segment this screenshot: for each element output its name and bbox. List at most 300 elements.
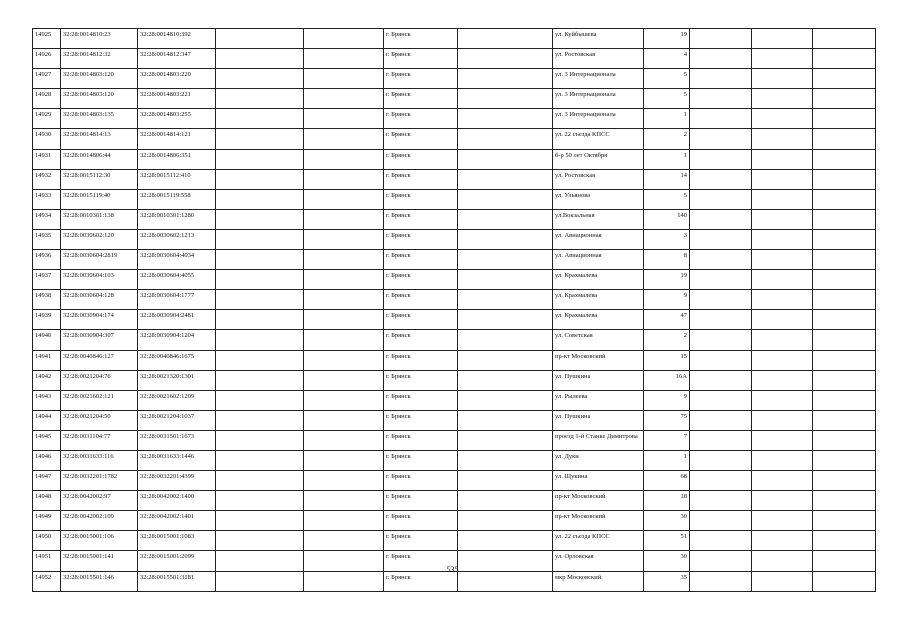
cell-cadastral-number-land: 32:28:0040846:127: [61, 350, 138, 370]
cell-street: б-р 50 лет Октября: [553, 149, 644, 169]
cell-row-number: 14941: [33, 350, 61, 370]
table-row: [33, 149, 876, 169]
cell-empty: [752, 430, 813, 450]
cell-empty: [304, 149, 384, 169]
cell-empty: [752, 209, 813, 229]
cell-row-number: 14925: [33, 29, 61, 49]
cell-empty: [813, 370, 876, 390]
cell-house-number: 9: [644, 290, 690, 310]
cell-empty: [216, 330, 304, 350]
cell-city: г. Брянск: [384, 290, 458, 310]
cell-city: г. Брянск: [384, 551, 458, 571]
cell-house-number: 35: [644, 571, 690, 591]
cell-cadastral-number-building: 32:28:0030604:4055: [138, 270, 216, 290]
cell-empty: [216, 209, 304, 229]
cell-empty: [216, 471, 304, 491]
cell-empty: [690, 531, 752, 551]
cell-street: ул. Ростовская: [553, 169, 644, 189]
cell-empty: [752, 29, 813, 49]
cell-empty: [304, 189, 384, 209]
table-row: [33, 390, 876, 410]
cell-street: ул. 3 Интернационала: [553, 89, 644, 109]
cell-cadastral-number-building: 32:28:0014803:255: [138, 109, 216, 129]
cell-street: ул. Куйбышева: [553, 29, 644, 49]
cell-row-number: 14940: [33, 330, 61, 350]
cell-empty: [813, 250, 876, 270]
cell-cadastral-number-building: 32:28:0014814:121: [138, 129, 216, 149]
cell-empty: [690, 270, 752, 290]
table-row: [33, 69, 876, 89]
cell-street: ул. Ростовская: [553, 49, 644, 69]
table-row: [33, 571, 876, 591]
table-row: [33, 169, 876, 189]
cell-empty: [813, 310, 876, 330]
cell-house-number: 47: [644, 310, 690, 330]
cell-city: г. Брянск: [384, 370, 458, 390]
cell-empty: [690, 491, 752, 511]
cell-empty: [216, 69, 304, 89]
cell-city: г. Брянск: [384, 270, 458, 290]
cell-cadastral-number-land: 32:28:0021602:121: [61, 390, 138, 410]
cell-empty: [690, 229, 752, 249]
cell-empty: [813, 531, 876, 551]
cell-city: г. Брянск: [384, 169, 458, 189]
cell-empty: [304, 370, 384, 390]
cell-empty: [216, 129, 304, 149]
table-row: [33, 29, 876, 49]
cell-empty: [813, 491, 876, 511]
cell-empty: [216, 511, 304, 531]
cell-house-number: 9: [644, 390, 690, 410]
cell-house-number: 2: [644, 129, 690, 149]
cell-empty: [752, 310, 813, 330]
cell-street: ул.Вокзальная: [553, 209, 644, 229]
cell-empty: [752, 571, 813, 591]
cell-empty: [458, 471, 553, 491]
cell-cadastral-number-building: 32:28:0014806:351: [138, 149, 216, 169]
cell-empty: [304, 290, 384, 310]
cell-empty: [813, 450, 876, 470]
cell-cadastral-number-building: 32:28:0031501:1673: [138, 430, 216, 450]
cell-city: г. Брянск: [384, 450, 458, 470]
cell-empty: [813, 189, 876, 209]
table-row: [33, 531, 876, 551]
cell-empty: [458, 189, 553, 209]
cell-city: г. Брянск: [384, 149, 458, 169]
cell-street: ул. Крахмалева: [553, 270, 644, 290]
cell-empty: [458, 149, 553, 169]
cell-empty: [752, 491, 813, 511]
cell-city: г. Брянск: [384, 430, 458, 450]
cell-cadastral-number-land: 32:28:0042002:97: [61, 491, 138, 511]
cell-empty: [690, 410, 752, 430]
cell-empty: [304, 89, 384, 109]
cell-cadastral-number-building: 32:28:0015501:3181: [138, 571, 216, 591]
cell-empty: [304, 471, 384, 491]
cell-cadastral-number-building: 32:28:0021204:1037: [138, 410, 216, 430]
cell-empty: [690, 209, 752, 229]
cell-empty: [458, 450, 553, 470]
cell-cadastral-number-building: 32:28:0014803:220: [138, 69, 216, 89]
table-row: [33, 229, 876, 249]
cell-city: г. Брянск: [384, 330, 458, 350]
table-row: [33, 330, 876, 350]
cell-empty: [216, 270, 304, 290]
cell-row-number: 14927: [33, 69, 61, 89]
cell-street: мкр Московский: [553, 571, 644, 591]
cell-empty: [752, 471, 813, 491]
cell-empty: [690, 129, 752, 149]
cell-empty: [813, 209, 876, 229]
cell-house-number: 15: [644, 350, 690, 370]
cell-cadastral-number-building: 32:28:0014812:347: [138, 49, 216, 69]
cell-empty: [752, 450, 813, 470]
cell-row-number: 14947: [33, 471, 61, 491]
cell-empty: [813, 290, 876, 310]
cell-empty: [458, 229, 553, 249]
cell-empty: [216, 390, 304, 410]
cell-row-number: 14935: [33, 229, 61, 249]
table-row: [33, 410, 876, 430]
cell-empty: [458, 89, 553, 109]
cell-empty: [690, 69, 752, 89]
table-row: [33, 310, 876, 330]
cell-city: г. Брянск: [384, 310, 458, 330]
cell-cadastral-number-land: 32:28:0031104:77: [61, 430, 138, 450]
cell-empty: [752, 89, 813, 109]
cell-empty: [216, 310, 304, 330]
cell-empty: [458, 290, 553, 310]
cell-empty: [304, 129, 384, 149]
cell-street: пр-кт Московский: [553, 350, 644, 370]
cell-empty: [216, 531, 304, 551]
cell-cadastral-number-building: 32:28:0010301:1280: [138, 209, 216, 229]
cell-row-number: 14936: [33, 250, 61, 270]
cell-empty: [216, 450, 304, 470]
cell-cadastral-number-land: 32:28:0042002:109: [61, 511, 138, 531]
cell-cadastral-number-land: 32:28:0030604:128: [61, 290, 138, 310]
cell-city: г. Брянск: [384, 571, 458, 591]
cell-empty: [690, 571, 752, 591]
table-row: [33, 430, 876, 450]
cell-cadastral-number-building: 32:28:0030602:1213: [138, 229, 216, 249]
cell-city: г. Брянск: [384, 471, 458, 491]
cell-house-number: 5: [644, 89, 690, 109]
cell-empty: [752, 189, 813, 209]
cell-cadastral-number-land: 32:28:0010301:138: [61, 209, 138, 229]
cell-row-number: 14946: [33, 450, 61, 470]
cell-city: г. Брянск: [384, 29, 458, 49]
cell-street: ул. Авиационная: [553, 229, 644, 249]
cell-cadastral-number-land: 32:28:0030604:2819: [61, 250, 138, 270]
cell-city: г. Брянск: [384, 491, 458, 511]
cell-empty: [690, 390, 752, 410]
cell-empty: [304, 229, 384, 249]
cell-street: ул. 3 Интернационала: [553, 109, 644, 129]
table-row: [33, 471, 876, 491]
cell-cadastral-number-land: 32:28:0014810:23: [61, 29, 138, 49]
cell-house-number: 140: [644, 209, 690, 229]
cell-street: ул. Пушкина: [553, 370, 644, 390]
cell-empty: [752, 229, 813, 249]
cell-empty: [216, 49, 304, 69]
cell-empty: [458, 69, 553, 89]
cell-empty: [813, 390, 876, 410]
cell-empty: [813, 129, 876, 149]
cell-empty: [813, 330, 876, 350]
cell-cadastral-number-land: 32:28:0021204:76: [61, 370, 138, 390]
cell-city: г. Брянск: [384, 69, 458, 89]
cell-empty: [304, 330, 384, 350]
table-row: [33, 129, 876, 149]
cell-empty: [216, 229, 304, 249]
cell-street: пр-кт Московский: [553, 491, 644, 511]
cell-house-number: 1: [644, 450, 690, 470]
cell-city: г. Брянск: [384, 89, 458, 109]
cell-row-number: 14945: [33, 430, 61, 450]
cell-street: пр-кт Московский: [553, 511, 644, 531]
cell-empty: [304, 390, 384, 410]
cell-cadastral-number-building: 32:28:0030604:4034: [138, 250, 216, 270]
cell-row-number: 14944: [33, 410, 61, 430]
cell-cadastral-number-land: 32:28:0030604:103: [61, 270, 138, 290]
table-row: [33, 491, 876, 511]
cell-empty: [216, 29, 304, 49]
cell-cadastral-number-building: 32:28:0021602:1209: [138, 390, 216, 410]
cell-empty: [304, 29, 384, 49]
cell-empty: [752, 290, 813, 310]
cell-empty: [216, 430, 304, 450]
cell-empty: [752, 330, 813, 350]
cell-city: г. Брянск: [384, 109, 458, 129]
cell-empty: [690, 471, 752, 491]
cell-row-number: 14952: [33, 571, 61, 591]
cell-house-number: 3: [644, 229, 690, 249]
cell-cadastral-number-land: 32:28:0030904:174: [61, 310, 138, 330]
cell-row-number: 14938: [33, 290, 61, 310]
cell-empty: [458, 109, 553, 129]
table-row: [33, 370, 876, 390]
cell-empty: [752, 410, 813, 430]
cell-empty: [690, 330, 752, 350]
table-row: [33, 49, 876, 69]
cell-house-number: 19: [644, 270, 690, 290]
cell-empty: [813, 149, 876, 169]
cell-cadastral-number-building: 32:28:0030904:2481: [138, 310, 216, 330]
cell-empty: [458, 370, 553, 390]
table-row: [33, 290, 876, 310]
cell-street: ул. Пушкина: [553, 410, 644, 430]
cell-house-number: 30: [644, 551, 690, 571]
cell-cadastral-number-land: 32:28:0032201:1782: [61, 471, 138, 491]
cell-cadastral-number-land: 32:28:0015001:106: [61, 531, 138, 551]
cell-empty: [216, 491, 304, 511]
cell-street: ул. Авиационная: [553, 250, 644, 270]
cell-row-number: 14942: [33, 370, 61, 390]
cell-empty: [690, 109, 752, 129]
cell-empty: [813, 471, 876, 491]
cell-empty: [458, 571, 553, 591]
cell-city: г. Брянск: [384, 390, 458, 410]
cell-empty: [690, 29, 752, 49]
cell-empty: [216, 109, 304, 129]
cell-cadastral-number-land: 32:28:0021204:50: [61, 410, 138, 430]
cell-empty: [458, 390, 553, 410]
cell-house-number: 1: [644, 109, 690, 129]
table-row: [33, 109, 876, 129]
cell-cadastral-number-building: 32:28:0021320:1301: [138, 370, 216, 390]
cell-empty: [458, 49, 553, 69]
cell-cadastral-number-building: 32:28:0014810:392: [138, 29, 216, 49]
cell-city: г. Брянск: [384, 49, 458, 69]
cell-house-number: 1: [644, 149, 690, 169]
cell-empty: [752, 49, 813, 69]
table-row: [33, 350, 876, 370]
cell-empty: [813, 571, 876, 591]
cell-empty: [216, 169, 304, 189]
cell-house-number: 2: [644, 330, 690, 350]
cell-street: ул. 22 съезда КПСС: [553, 129, 644, 149]
cell-street: ул. Рылеева: [553, 390, 644, 410]
cell-empty: [216, 149, 304, 169]
cell-empty: [752, 531, 813, 551]
cell-empty: [690, 290, 752, 310]
cell-street: ул. Дуки: [553, 450, 644, 470]
cell-empty: [690, 49, 752, 69]
page-number: 535: [446, 565, 459, 574]
cell-empty: [813, 69, 876, 89]
cell-empty: [216, 250, 304, 270]
cell-street: ул. Советская: [553, 330, 644, 350]
cell-house-number: 30: [644, 511, 690, 531]
register-table: [32, 28, 876, 592]
cell-empty: [813, 89, 876, 109]
cell-cadastral-number-building: 32:28:0030904:1204: [138, 330, 216, 350]
cell-empty: [690, 430, 752, 450]
cell-empty: [304, 410, 384, 430]
cell-empty: [458, 350, 553, 370]
cell-cadastral-number-land: 32:28:0015001:141: [61, 551, 138, 571]
cell-empty: [813, 511, 876, 531]
table-row: [33, 270, 876, 290]
cell-city: г. Брянск: [384, 410, 458, 430]
cell-street: проезд 1-й Станке Димитрова: [553, 430, 644, 450]
cell-street: ул. Ульянова: [553, 189, 644, 209]
cell-row-number: 14928: [33, 89, 61, 109]
cell-cadastral-number-land: 32:28:0030904:307: [61, 330, 138, 350]
cell-empty: [813, 169, 876, 189]
cell-empty: [752, 350, 813, 370]
cell-empty: [458, 430, 553, 450]
cell-street: ул. 22 съезда КПСС: [553, 531, 644, 551]
cell-empty: [304, 450, 384, 470]
cell-city: г. Брянск: [384, 531, 458, 551]
cell-cadastral-number-building: 32:28:0014803:221: [138, 89, 216, 109]
table-body: [33, 29, 876, 592]
cell-empty: [216, 89, 304, 109]
cell-empty: [752, 149, 813, 169]
table-row: [33, 189, 876, 209]
cell-city: г. Брянск: [384, 209, 458, 229]
cell-house-number: 68: [644, 471, 690, 491]
cell-cadastral-number-building: 32:28:0031633:1446: [138, 450, 216, 470]
cell-cadastral-number-building: 32:28:0032201:4399: [138, 471, 216, 491]
cell-house-number: 7: [644, 430, 690, 450]
cell-cadastral-number-land: 32:28:0015501:146: [61, 571, 138, 591]
cell-empty: [458, 129, 553, 149]
cell-row-number: 14932: [33, 169, 61, 189]
cell-empty: [690, 310, 752, 330]
cell-empty: [458, 270, 553, 290]
cell-cadastral-number-land: 32:28:0014812:32: [61, 49, 138, 69]
cell-empty: [813, 29, 876, 49]
cell-house-number: 5: [644, 69, 690, 89]
cell-empty: [813, 229, 876, 249]
cell-empty: [752, 109, 813, 129]
table-row: [33, 450, 876, 470]
cell-empty: [752, 129, 813, 149]
cell-city: г. Брянск: [384, 511, 458, 531]
cell-empty: [304, 491, 384, 511]
cell-empty: [216, 410, 304, 430]
cell-city: г. Брянск: [384, 250, 458, 270]
cell-row-number: 14926: [33, 49, 61, 69]
cell-empty: [216, 571, 304, 591]
cell-house-number: 8: [644, 250, 690, 270]
cell-empty: [752, 390, 813, 410]
cell-empty: [458, 511, 553, 531]
cell-street: ул. Крахмалева: [553, 310, 644, 330]
cell-empty: [304, 430, 384, 450]
cell-empty: [304, 531, 384, 551]
table-row: [33, 89, 876, 109]
cell-cadastral-number-land: 32:28:0031633:116: [61, 450, 138, 470]
cell-empty: [813, 350, 876, 370]
cell-row-number: 14943: [33, 390, 61, 410]
cell-empty: [458, 531, 553, 551]
cell-cadastral-number-land: 32:28:0014814:13: [61, 129, 138, 149]
cell-empty: [690, 189, 752, 209]
cell-empty: [458, 330, 553, 350]
cell-empty: [813, 270, 876, 290]
cell-empty: [690, 250, 752, 270]
cell-row-number: 14930: [33, 129, 61, 149]
cell-empty: [304, 511, 384, 531]
cell-empty: [690, 370, 752, 390]
cell-empty: [216, 189, 304, 209]
cell-empty: [690, 89, 752, 109]
cell-city: г. Брянск: [384, 229, 458, 249]
cell-empty: [813, 49, 876, 69]
cell-house-number: 51: [644, 531, 690, 551]
cell-cadastral-number-building: 32:28:0015112:410: [138, 169, 216, 189]
cell-row-number: 14934: [33, 209, 61, 229]
cell-empty: [813, 410, 876, 430]
cell-empty: [304, 310, 384, 330]
cell-house-number: 4: [644, 49, 690, 69]
cell-cadastral-number-land: 32:28:0014803:120: [61, 69, 138, 89]
cell-empty: [458, 169, 553, 189]
cell-cadastral-number-building: 32:28:0030604:1777: [138, 290, 216, 310]
cell-cadastral-number-land: 32:28:0014803:120: [61, 89, 138, 109]
cell-empty: [752, 169, 813, 189]
cell-empty: [304, 69, 384, 89]
cell-empty: [752, 250, 813, 270]
table-row: [33, 511, 876, 531]
cell-empty: [690, 350, 752, 370]
cell-cadastral-number-building: 32:28:0015001:1083: [138, 531, 216, 551]
cell-cadastral-number-land: 32:28:0014803:135: [61, 109, 138, 129]
